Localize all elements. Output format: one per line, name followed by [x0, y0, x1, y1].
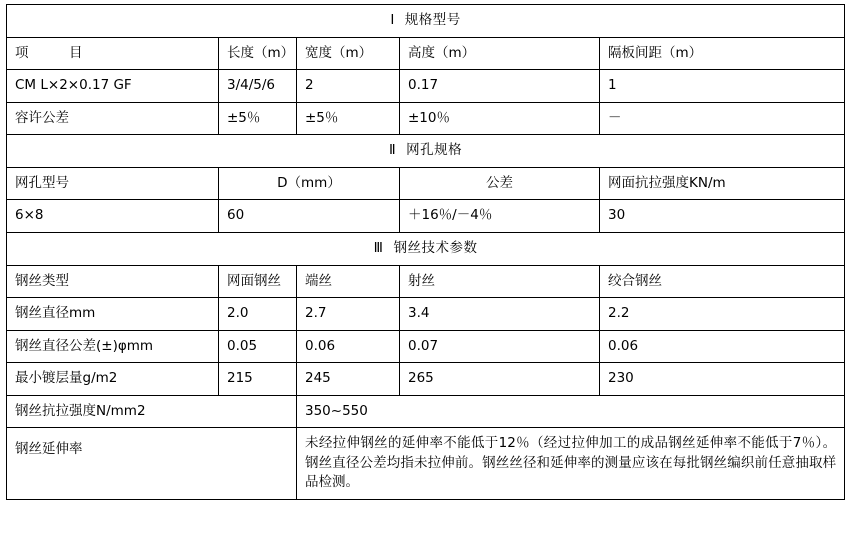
t1-r1-c1: CM L×2×0.17 GF [7, 70, 219, 103]
t3-r2-c4: 0.07 [400, 330, 600, 363]
table-row [7, 37, 845, 70]
t3-r3-c3: 245 [297, 363, 400, 396]
t3-r3-c1: 最小镀层量g/m2 [7, 363, 219, 396]
table-row [7, 167, 845, 200]
table-row [7, 363, 845, 396]
section-header-row [7, 232, 845, 265]
section-3-title: 钢丝技术参数 [393, 239, 478, 256]
section-1-title: 规格型号 [404, 12, 461, 28]
t3-strength-label: 钢丝抗拉强度N/mm2 [7, 395, 297, 428]
t3-elongation-value: 未经拉伸钢丝的延伸率不能低于12％（经过拉伸加工的成品钢丝延伸率不能低于7％）。钢丝直径公差均指未拉伸前。钢丝丝径和延伸率的测量应该在每批钢丝编织前任意抽取样品检测。 [297, 428, 845, 500]
t1-r2-c5: － [600, 102, 845, 135]
t1-header-spacing: 隔板间距（m） [600, 37, 845, 70]
table-row [7, 428, 845, 500]
t1-r1-c4: 0.17 [400, 70, 600, 103]
t3-r3-c2: 215 [219, 363, 297, 396]
section-3-roman: Ⅲ [373, 239, 384, 256]
t2-r1-c3: ＋16％/－4％ [400, 200, 600, 233]
t1-r1-c2: 3/4/5/6 [219, 70, 297, 103]
t2-header-type: 网孔型号 [7, 167, 219, 200]
section-2-title: 网孔规格 [406, 142, 463, 159]
t3-header-type: 钢丝类型 [7, 265, 219, 298]
t3-header-lacing-wire: 射丝 [400, 265, 600, 298]
section-3-header [7, 232, 845, 265]
specification-table [6, 4, 845, 500]
section-header-row [7, 135, 845, 168]
t2-r1-c1: 6×8 [7, 200, 219, 233]
table-row [7, 102, 845, 135]
t3-r1-c2: 2.0 [219, 298, 297, 331]
t1-r1-c5: 1 [600, 70, 845, 103]
t3-r3-c4: 265 [400, 363, 600, 396]
section-1-header [7, 5, 845, 38]
t1-header-height: 高度（m） [400, 37, 600, 70]
table-row [7, 395, 845, 428]
t3-header-twisted-wire: 绞合钢丝 [600, 265, 845, 298]
t1-r2-c3: ±5％ [297, 102, 400, 135]
table-row [7, 330, 845, 363]
section-1-roman: Ⅰ [390, 12, 395, 28]
t1-header-width: 宽度（m） [297, 37, 400, 70]
table-row [7, 298, 845, 331]
t1-r2-c4: ±10％ [400, 102, 600, 135]
table-row [7, 200, 845, 233]
t3-strength-value: 350~550 [297, 395, 845, 428]
t3-r1-c5: 2.2 [600, 298, 845, 331]
t2-r1-c2: 60 [219, 200, 400, 233]
t1-r2-c2: ±5％ [219, 102, 297, 135]
table-row [7, 265, 845, 298]
section-2-roman: Ⅱ [388, 142, 397, 159]
t3-r3-c5: 230 [600, 363, 845, 396]
t3-r2-c3: 0.06 [297, 330, 400, 363]
t3-r1-c1: 钢丝直径mm [7, 298, 219, 331]
t1-r2-c1: 容许公差 [7, 102, 219, 135]
t2-header-strength: 网面抗拉强度KN/m [600, 167, 845, 200]
t3-header-mesh-wire: 网面钢丝 [219, 265, 297, 298]
t3-r1-c4: 3.4 [400, 298, 600, 331]
t3-header-edge-wire: 端丝 [297, 265, 400, 298]
t3-r2-c2: 0.05 [219, 330, 297, 363]
t3-r1-c3: 2.7 [297, 298, 400, 331]
t2-header-tolerance: 公差 [400, 167, 600, 200]
t3-r2-c1: 钢丝直径公差(±)φmm [7, 330, 219, 363]
section-2-header [7, 135, 845, 168]
t1-r1-c3: 2 [297, 70, 400, 103]
t3-elongation-label: 钢丝延伸率 [7, 428, 297, 500]
t2-r1-c4: 30 [600, 200, 845, 233]
table-row [7, 70, 845, 103]
t1-header-item: 项 目 [7, 37, 219, 70]
t1-header-length: 长度（m） [219, 37, 297, 70]
section-header-row [7, 5, 845, 38]
t2-header-d: D（mm） [219, 167, 400, 200]
t3-r2-c5: 0.06 [600, 330, 845, 363]
